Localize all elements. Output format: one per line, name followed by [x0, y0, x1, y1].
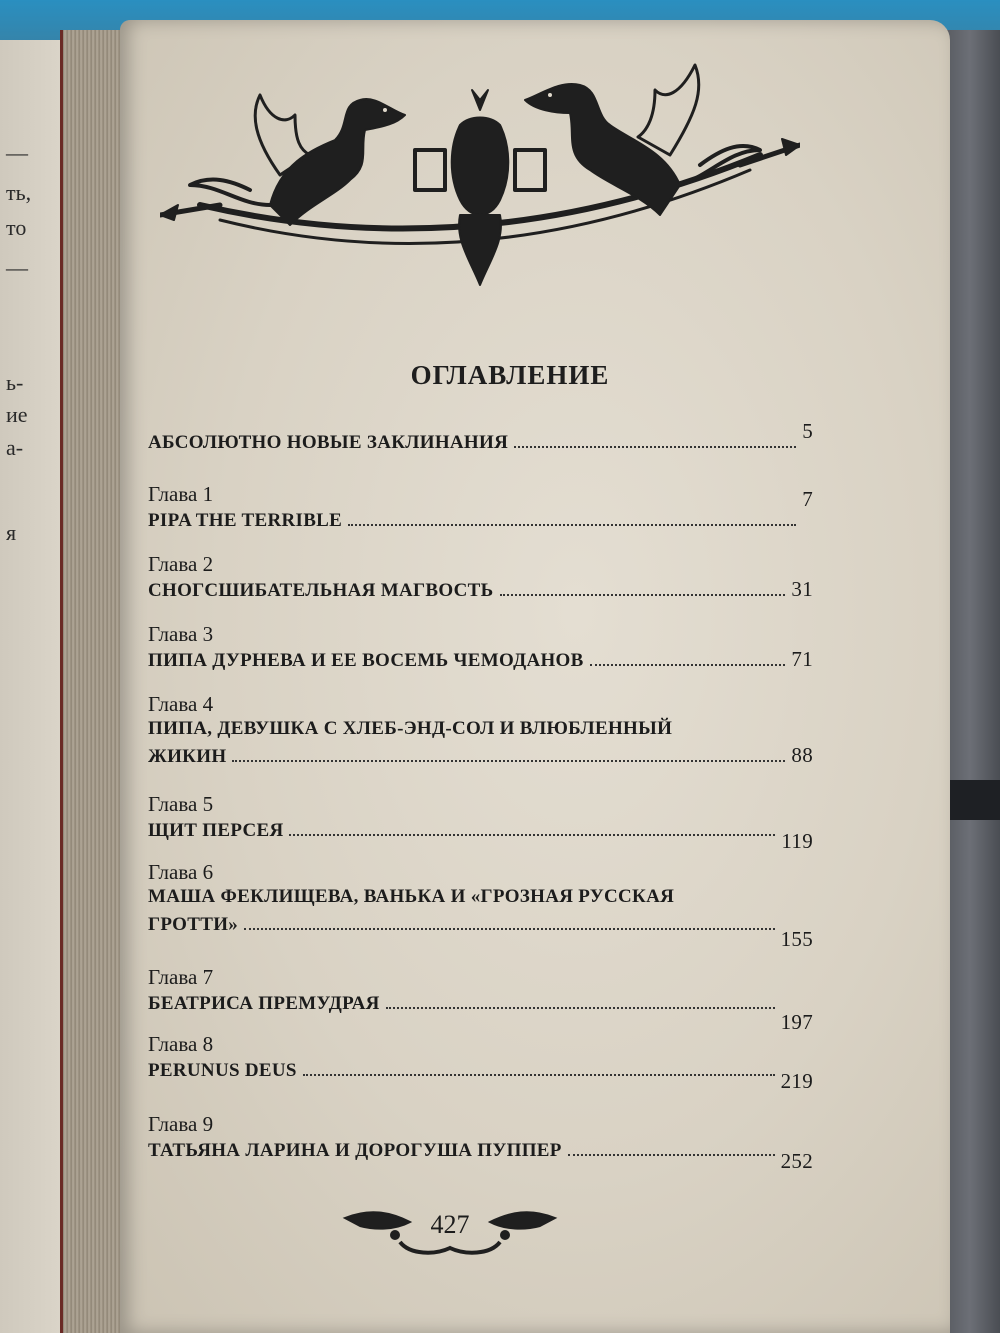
page-number: 427: [430, 1210, 470, 1239]
toc-leader: [590, 664, 786, 666]
toc-entry: [148, 792, 813, 853]
toc-line: [148, 742, 813, 770]
toc-chapter: Глава 4: [148, 692, 214, 716]
toc-chapter: Глава 2: [148, 552, 214, 576]
toc-page: 71: [791, 647, 813, 671]
toc-leader: [303, 1074, 775, 1076]
toc-entry: [148, 860, 813, 951]
toc-title: ПИПА ДУРНЕВА И ЕЕ ВОСЕМЬ ЧЕМОДАНОВ: [148, 650, 584, 671]
toc-leader: [568, 1154, 775, 1156]
toc-title: ГРОТТИ»: [148, 914, 239, 935]
left-fragment: я: [6, 520, 17, 545]
left-fragment: а-: [6, 435, 24, 460]
toc-chapter: Глава 1: [148, 482, 214, 506]
toc-entry: [148, 692, 813, 770]
toc-page: 219: [780, 1069, 813, 1093]
toc-line: [148, 816, 813, 853]
toc-title-line1: МАША ФЕКЛИЩЕВА, ВАНЬКА И «ГРОЗНАЯ РУССКАЯ: [148, 886, 675, 907]
left-fragment: то: [6, 215, 27, 240]
toc-page: 7: [802, 487, 813, 511]
toc-title: ЩИТ ПЕРСЕЯ: [148, 820, 284, 841]
toc-title: БЕАТРИСА ПРЕМУДРАЯ: [148, 993, 380, 1014]
left-fragment: ь-: [6, 370, 24, 395]
toc-chapter: Глава 3: [148, 622, 214, 646]
toc-page: 155: [780, 927, 813, 951]
toc-title-line1: ПИПА, ДЕВУШКА С ХЛЕБ-ЭНД-СОЛ И ВЛЮБЛЕННЫЙ: [148, 718, 673, 739]
toc-chapter: Глава 7: [148, 965, 214, 989]
toc-entry: [148, 552, 813, 604]
left-fragment: —: [6, 140, 28, 165]
toc-page: 197: [780, 1010, 813, 1034]
toc-line: [148, 1056, 813, 1093]
toc-entry: [148, 482, 813, 534]
toc-line: [148, 576, 813, 604]
toc-page: 31: [791, 577, 813, 601]
toc-leader: [386, 1007, 775, 1009]
toc-leader: [500, 594, 786, 596]
toc-entry: [148, 1032, 813, 1093]
toc-title: АБСОЛЮТНО НОВЫЕ ЗАКЛИНАНИЯ: [148, 432, 509, 453]
toc-title: ТАТЬЯНА ЛАРИНА И ДОРОГУША ПУППЕР: [148, 1140, 562, 1161]
toc-leader: [289, 834, 775, 836]
toc-title: PIPA THE TERRIBLE: [148, 510, 343, 531]
toc-title: PERUNUS DEUS: [148, 1060, 297, 1081]
toc-leader: [232, 760, 785, 762]
toc-chapter: Глава 9: [148, 1112, 214, 1136]
toc-line: [148, 412, 813, 456]
toc-entry: [148, 622, 813, 674]
page-title: ОГЛАВЛЕНИЕ: [410, 360, 610, 390]
left-fragment: ие: [6, 402, 28, 427]
toc-page: 88: [791, 743, 813, 767]
left-fragment: —: [6, 255, 28, 280]
left-fragment: ть,: [6, 180, 32, 205]
toc-title: СНОГСШИБАТЕЛЬНАЯ МАГВОСТЬ: [148, 580, 494, 601]
toc-page: 5: [802, 419, 813, 443]
toc-leader: [244, 928, 775, 930]
dragon-ornament-icon: [160, 55, 800, 305]
toc-line: [148, 910, 813, 951]
toc-entry: [148, 412, 813, 456]
toc-line: [148, 646, 813, 674]
toc-chapter: Глава 6: [148, 860, 214, 884]
toc-leader: [348, 524, 796, 526]
toc-page: 252: [780, 1149, 813, 1173]
toc-chapter: Глава 8: [148, 1032, 214, 1056]
toc-line: [148, 989, 813, 1034]
toc-entry: [148, 1112, 813, 1173]
toc-chapter: Глава 5: [148, 792, 214, 816]
page-number-block: [340, 1200, 560, 1260]
toc-entry: [148, 965, 813, 1034]
toc-line: [148, 1136, 813, 1173]
toc-leader: [514, 446, 796, 448]
toc-page: 119: [781, 829, 813, 853]
toc-title: ЖИКИН: [148, 746, 227, 767]
